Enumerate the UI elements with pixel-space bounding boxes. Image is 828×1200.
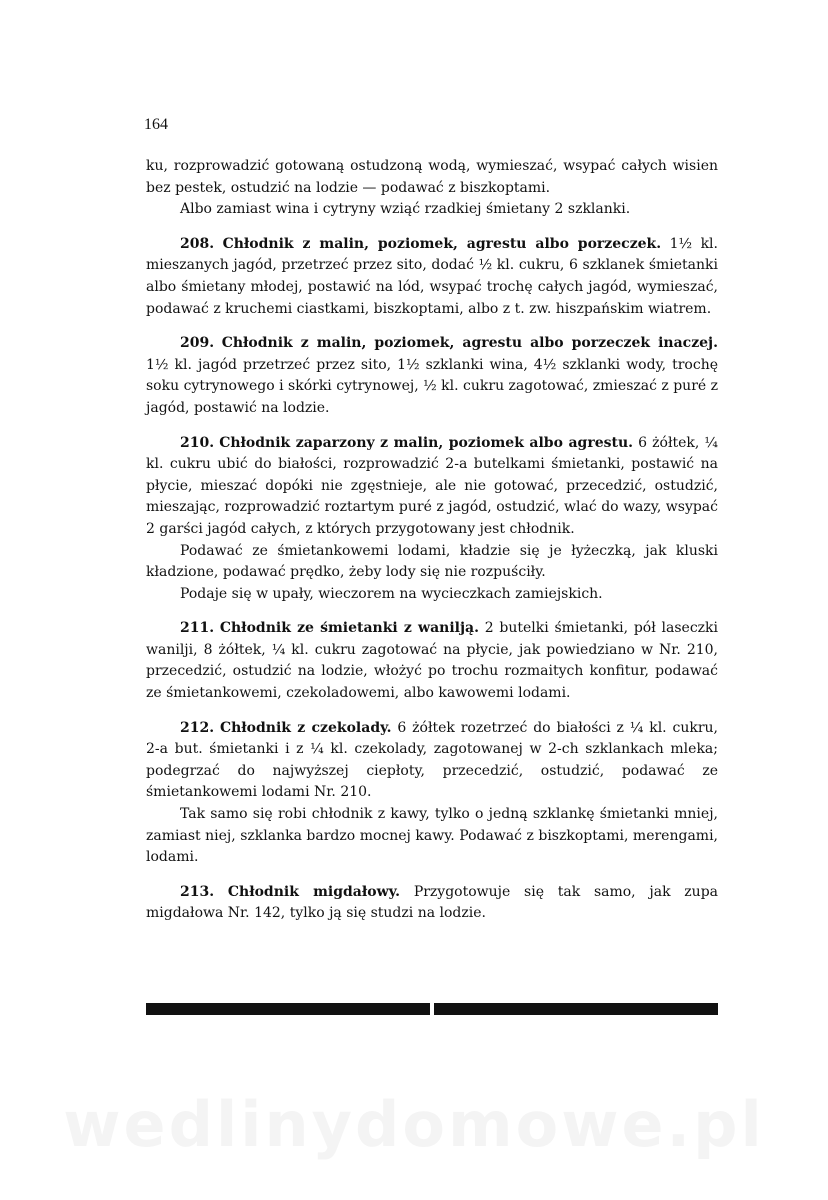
recipe-number: 210. <box>180 434 215 451</box>
recipe-210 <box>146 433 718 541</box>
recipe-number: 213. <box>180 883 215 900</box>
recipe-text: 2 butelki śmietanki, pół laseczki wanilji, 8 żółtek, ¼ kl. cukru zagotować na płycie, jak powiedziano w Nr. 210, przecedzić, ostudzić na lodzie, włożyć po trochu rozmaitych konfitur, podawać ze śmietankowemi, czekoladowemi, albo kawowemi lodami. <box>146 620 718 702</box>
recipe-212 <box>146 718 718 804</box>
watermark: wedlinydomowe.pl <box>63 1088 765 1161</box>
recipe-208 <box>146 234 718 320</box>
intro-continuation: ku, rozprowadzić gotowaną ostudzoną wodą, wymieszać, wsypać całych wisien bez pestek, ostudzić na lodzie — podawać z biszkoptami. <box>146 158 718 196</box>
recipe-text: Przygotowuje się tak samo, jak zupa migdałowa Nr. 142, tylko ją się studzi na lodzie. <box>146 883 719 922</box>
recipe-title: Chłodnik z malin, poziomek, agrestu albo porzeczek. <box>222 235 662 252</box>
recipe-210-serving: Podawać ze śmietankowemi lodami, kładzie się je łyżeczką, jak kluski kładzione, podawać prędko, żeby lody się nie rozpuściły. <box>146 542 718 581</box>
recipe-text: 1½ kl. mieszanych jagód, przetrzeć przez sito, dodać ½ kl. cukru, 6 szklanek śmietanki albo śmietany młodej, postawić na lód, wsypać trochę całych jagód, wymieszać, podawać z kruchemi ciastkami, biszkoptami, albo z t. zw. hiszpańskim wiatrem. <box>146 235 718 317</box>
recipe-number: 211. <box>180 620 215 637</box>
recipe-number: 208. <box>180 235 215 252</box>
recipe-211 <box>146 618 718 704</box>
recipe-title: Chłodnik zaparzony z malin, poziomek albo agrestu. <box>219 434 634 451</box>
page-body <box>146 156 718 925</box>
recipe-text: 1½ kl. jagód przetrzeć przez sito, 1½ szklanki wina, 4½ szklanki wody, trochę soku cytrynowego i skórki cytrynowej, ½ kl. cukru zagotować, zmieszać z puré z jagód, postawić na lodzie. <box>146 356 718 416</box>
rule-segment-right <box>434 1003 718 1015</box>
page-number: 164 <box>144 116 168 133</box>
recipe-text: 6 żółtek rozetrzeć do białości z ¼ kl. cukru, 2-a but. śmietanki i z ¼ kl. czekolady, zagotowanej w 2-ch szklankach mleka; podegrzać do najwyższej ciepłoty, przecedzić, ostudzić, podawać ze śmietankowemi lodami Nr. 210. <box>146 719 718 801</box>
recipe-210-occasion: Podaje się w upały, wieczorem na wycieczkach zamiejskich. <box>180 585 603 602</box>
intro-alternative: Albo zamiast wina i cytryny wziąć rzadkiej śmietany 2 szklanki. <box>180 201 631 218</box>
recipe-212-variant: Tak samo się robi chłodnik z kawy, tylko o jedną szklankę śmietanki mniej, zamiast niej, szklanka bardzo mocnej kawy. Podawać z biszkoptami, merengami, lodami. <box>146 806 718 866</box>
recipe-213 <box>146 882 718 925</box>
recipe-title: Chłodnik migdałowy. <box>227 883 401 900</box>
recipe-text: 6 żółtek, ¼ kl. cukru ubić do białości, rozprowadzić 2-a butelkami śmietanki, postawić na płycie, mieszać dopóki nie zgęstnieje, ale nie gotować, przecedzić, ostudzić, mieszając, rozprowadzić roztartym puré z jagód, ostudzić, wlać do wazy, wsypać 2 garści jagód całych, z których przygotowany jest chłodnik. <box>146 434 718 537</box>
recipe-number: 209. <box>180 335 215 352</box>
recipe-209 <box>146 333 718 419</box>
recipe-number: 212. <box>180 719 215 736</box>
rule-segment-left <box>146 1003 430 1015</box>
recipe-title: Chłodnik ze śmietanki z wanilją. <box>219 620 479 637</box>
recipe-title: Chłodnik z czekolady. <box>219 719 392 736</box>
section-end-rule <box>146 1003 718 1015</box>
recipe-title: Chłodnik z malin, poziomek, agrestu albo porzeczek inaczej. <box>221 335 718 352</box>
